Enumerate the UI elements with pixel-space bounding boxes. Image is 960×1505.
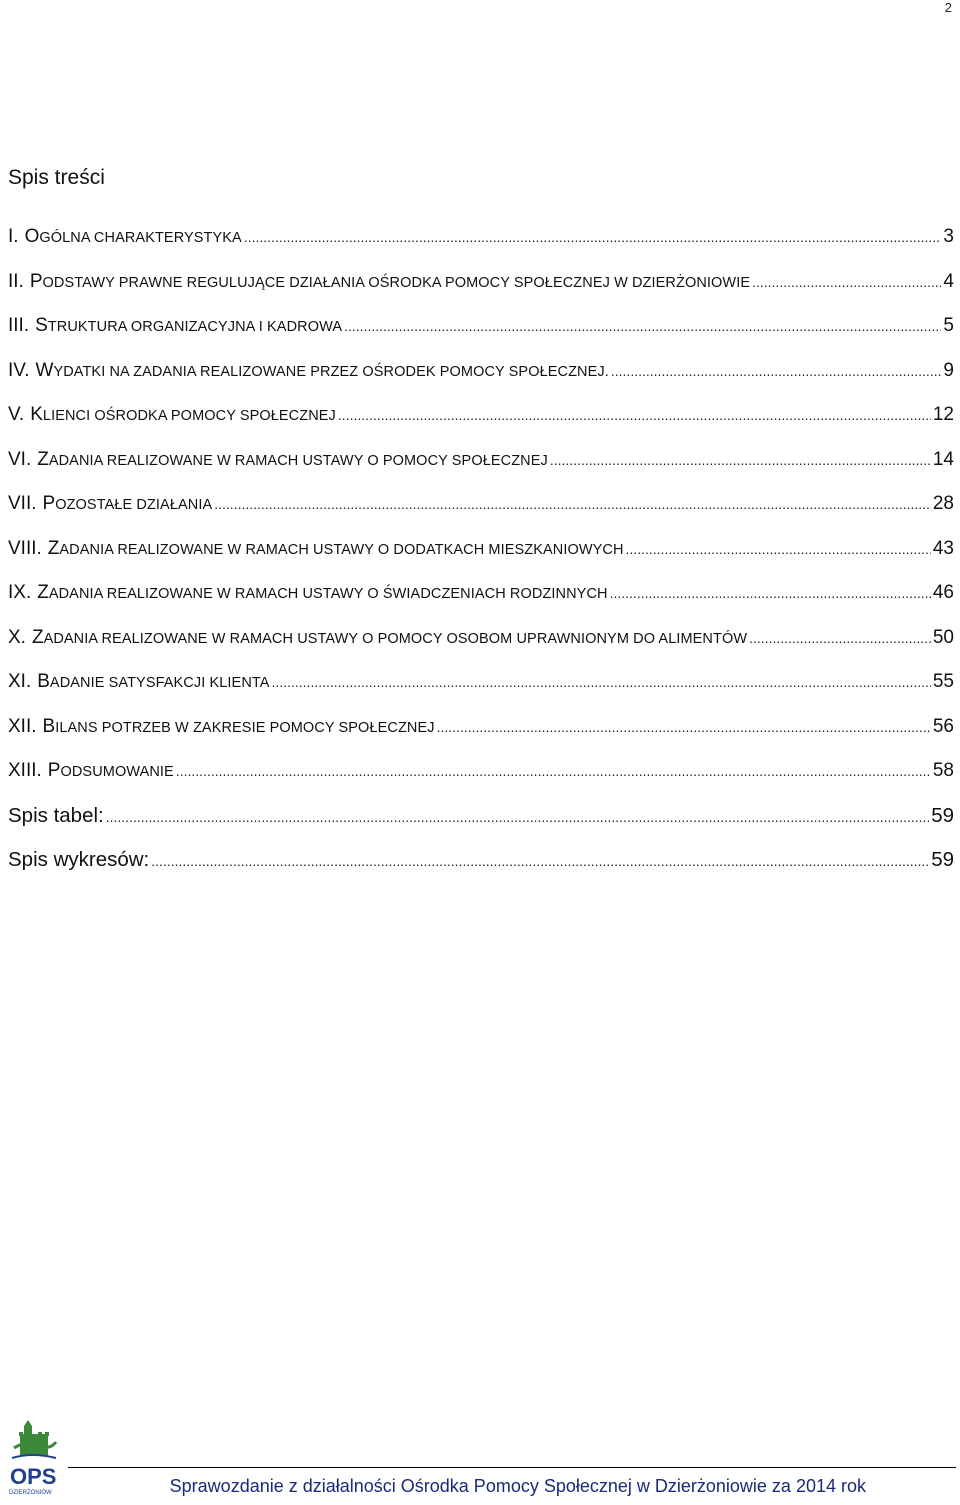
toc-entry-number: VII. [8,493,37,514]
ops-logo-graphic [6,1418,62,1500]
toc-entry-page: 46 [932,582,954,603]
toc-entry-number: V. [8,404,25,425]
toc-entry-title: BILANS POTRZEB W ZAKRESIE POMOCY SPOŁECZNEJ [42,715,435,737]
toc-entry[interactable] [8,316,954,361]
toc-entry-page: 4 [943,270,954,292]
dot-leader [344,319,941,333]
toc-entry-number: XIII. [8,760,42,781]
toc-entry-page: 43 [932,537,954,559]
dot-leader [626,542,931,556]
dot-leader [176,764,931,778]
toc-entry-page: 59 [931,848,954,871]
toc-entry-page: 5 [943,315,954,336]
dot-leader [272,675,931,689]
dot-leader [214,497,931,511]
ops-logo [6,1418,62,1500]
toc-entry-number: VIII. [8,537,42,559]
dot-leader [244,230,942,244]
toc-entry-page: 9 [943,359,954,381]
toc-entry[interactable] [8,539,954,584]
dot-leader [106,810,929,824]
dot-leader [749,631,931,645]
footer-text: Sprawozdanie z działalności Ośrodka Pomocy Społecznej w Dzierżoniowie za 2014 rok [169,1476,866,1496]
toc-entry-title: ZADANIA REALIZOWANE W RAMACH USTAWY O POMOCY SPOŁECZNEJ [37,448,548,470]
footer-divider [68,1467,956,1468]
dot-leader [338,408,931,422]
toc-entry-title: ZADANIA REALIZOWANE W RAMACH USTAWY O ŚWIADCZENIACH RODZINNYCH [37,582,608,603]
toc-entry-title: ZADANIA REALIZOWANE W RAMACH USTAWY O POMOCY OSOBOM UPRAWNIONYM DO ALIMENTÓW [31,626,748,648]
toc-entry-number: VI. [8,448,32,470]
toc-entry-title: ZADANIA REALIZOWANE W RAMACH USTAWY O DODATKACH MIESZKANIOWYCH [47,537,624,559]
toc-entry[interactable] [8,272,954,317]
toc-entry-page: 3 [943,226,954,247]
toc-entry-page: 28 [932,493,954,514]
toc-entry[interactable] [8,227,954,272]
toc-entry[interactable] [8,494,954,539]
toc-entry-title: STRUKTURA ORGANIZACYJNA I KADROWA [35,315,343,336]
toc-entry[interactable] [8,672,954,717]
toc-entry-title: KLIENCI OŚRODKA POMOCY SPOŁECZNEJ [30,404,336,425]
toc-title: Spis treści [8,166,105,189]
toc-entry-number: IX. [8,582,32,603]
toc-entry-title: WYDATKI NA ZADANIA REALIZOWANE PRZEZ OŚRODEK POMOCY SPOŁECZNEJ. [35,359,609,381]
toc-entry[interactable] [8,361,954,406]
toc-entry-page: 56 [932,715,954,737]
toc-entry-tables[interactable] [8,803,954,851]
toc-entry-title: POZOSTAŁE DZIAŁANIA [42,493,213,514]
toc-entry-title: PODSTAWY PRAWNE REGULUJĄCE DZIAŁANIA OŚRODKA POMOCY SPOŁECZNEJ W DZIERŻONIOWIE [29,270,751,292]
toc-entry-page: 55 [932,671,954,692]
toc-entry[interactable] [8,717,954,762]
toc-entry-page: 50 [932,626,954,648]
table-of-contents [8,227,954,895]
dot-leader [151,854,929,868]
toc-entry-charts[interactable] [8,850,954,895]
toc-entry-number: X. [8,626,26,648]
toc-entry-title: Spis wykresów: [8,848,150,871]
toc-entry[interactable] [8,405,954,450]
toc-entry[interactable] [8,628,954,673]
toc-entry-page: 12 [932,404,954,425]
toc-entry-number: XI. [8,671,32,692]
dot-leader [437,720,931,734]
toc-entry-number: XII. [8,715,37,737]
dot-leader [752,275,941,289]
toc-entry-title: Spis tabel: [8,803,104,827]
toc-entry-title: BADANIE SATYSFAKCJI KLIENTA [37,671,270,692]
dot-leader [611,364,942,378]
toc-entry-page: 14 [932,448,954,470]
toc-entry-title: OGÓLNA CHARAKTERYSTYKA [24,226,242,247]
dot-leader [610,586,931,600]
toc-entry-number: II. [8,270,24,292]
page-number: 2 [944,0,952,15]
toc-entry-page: 59 [931,803,954,827]
toc-entry-number: I. [8,226,19,247]
svg-text:OPS: OPS [10,1464,57,1489]
toc-entry[interactable] [8,450,954,495]
dot-leader [550,453,931,467]
toc-entry-title: PODSUMOWANIE [47,760,174,781]
svg-text:DZIERŻONIÓW: DZIERŻONIÓW [9,1490,52,1496]
toc-entry-page: 58 [932,760,954,781]
toc-entry[interactable] [8,761,954,806]
toc-entry-number: IV. [8,359,30,381]
toc-entry-number: III. [8,315,30,336]
toc-entry[interactable] [8,583,954,628]
